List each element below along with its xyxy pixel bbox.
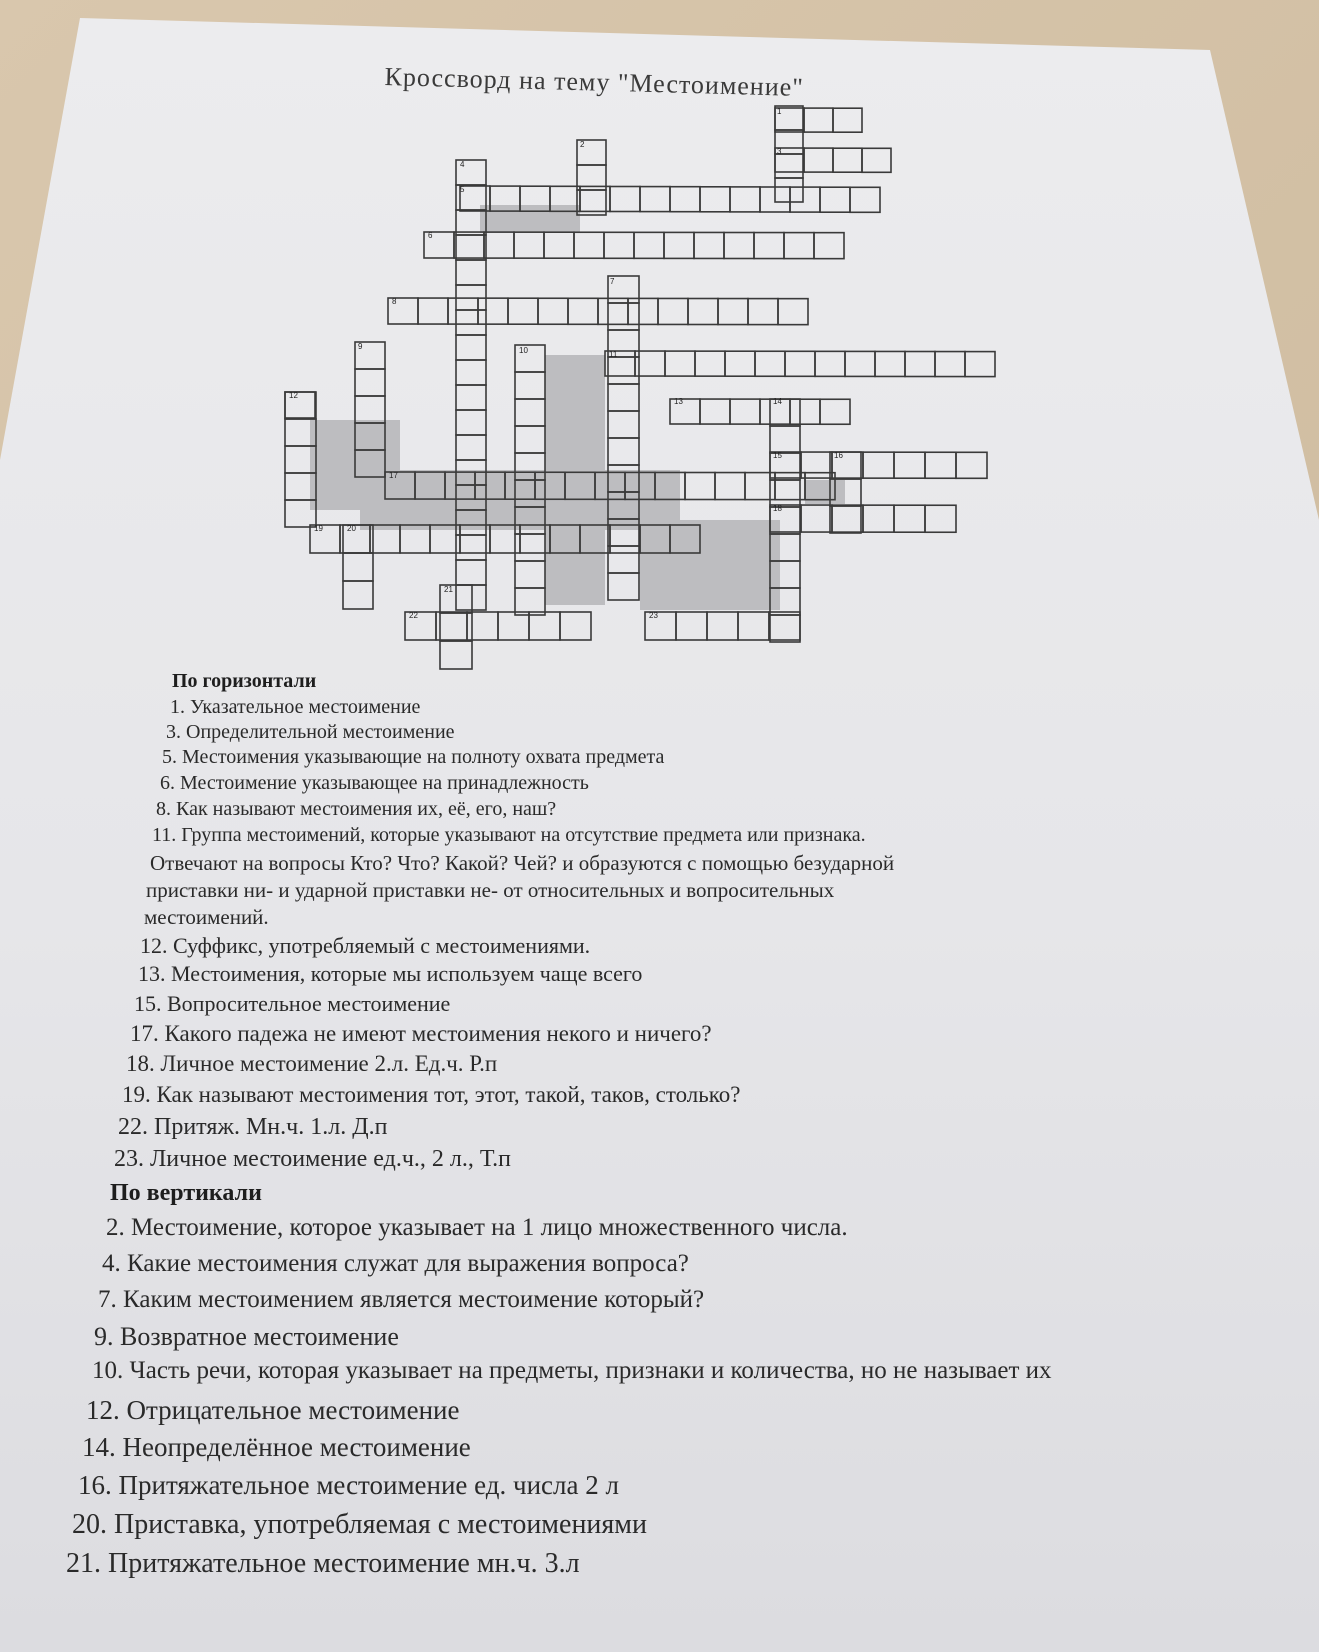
grid-cell <box>832 505 863 532</box>
grid-cell <box>770 615 800 642</box>
grid-cell <box>694 232 724 258</box>
grid-cell <box>715 473 745 500</box>
grid-cell <box>456 435 486 460</box>
clue-number-label: 14 <box>773 397 782 406</box>
horizontal-clue-8: 8. Как называют местоимения их, её, его, наш? <box>156 798 557 820</box>
clue-number-label: 6 <box>428 231 433 240</box>
grid-cell <box>676 612 707 640</box>
shaded-block <box>545 355 605 605</box>
grid-cell <box>775 178 803 202</box>
grid-cell <box>845 351 875 376</box>
grid-cell <box>725 351 755 376</box>
grid-cell <box>784 233 814 259</box>
grid-cell <box>665 351 695 376</box>
grid-cell <box>685 473 715 500</box>
grid-cell <box>608 411 639 438</box>
grid-cell <box>634 232 664 258</box>
clue-number-label: 3 <box>777 147 782 156</box>
horizontal-clue-13: 13. Местоимения, которые мы используем чаще всего <box>138 961 643 986</box>
grid-cell <box>544 232 574 258</box>
horizontal-clue-23: 23. Личное местоимение ед.ч., 2 л., Т.п <box>114 1146 511 1172</box>
grid-cell <box>574 232 604 258</box>
horizontal-clue-15: 15. Вопросительное местоимение <box>134 991 451 1016</box>
grid-cell <box>608 546 639 573</box>
grid-cell <box>515 561 545 588</box>
grid-cell <box>769 612 800 640</box>
horizontal-clue-1: 1. Указательное местоимение <box>170 696 421 718</box>
grid-cell <box>456 260 486 285</box>
grid-cell <box>456 235 486 260</box>
grid-cell <box>568 298 598 324</box>
grid-cell <box>820 187 850 212</box>
clue-number-label: 23 <box>649 611 658 620</box>
grid-cell <box>700 399 730 424</box>
grid-cell <box>833 108 862 132</box>
grid-cell <box>814 233 844 259</box>
clue-number-label: 15 <box>773 451 782 460</box>
horizontal-clue-11-line2: Отвечают на вопросы Кто? Что? Какой? Чей? и образуются с помощью безударной <box>150 851 895 875</box>
grid-cell <box>790 187 820 212</box>
clue-number-label: 16 <box>834 451 843 460</box>
grid-cell <box>448 298 478 324</box>
grid-cell <box>707 612 738 640</box>
horizontal-clue-11: 11. Группа местоимений, которые указывают на отсутствие предмета или признака. <box>152 824 866 846</box>
clue-number-label: 11 <box>609 350 618 359</box>
vertical-clue-20: 20. Приставка, употребляемая с местоимениями <box>72 1509 647 1540</box>
grid-cell <box>730 399 760 424</box>
clue-number-label: 22 <box>409 611 418 620</box>
grid-cell <box>560 612 591 640</box>
shaded-block <box>640 520 780 610</box>
grid-cell <box>790 399 820 424</box>
grid-cell <box>833 148 862 172</box>
grid-cell <box>820 399 850 424</box>
vertical-clue-10: 10. Часть речи, которая указывает на предметы, признаки и количества, но не называет их <box>92 1357 1052 1384</box>
grid-cell <box>514 232 544 258</box>
grid-cell <box>965 352 995 377</box>
grid-cell <box>956 452 987 478</box>
page-title: Кроссворд на тему "Местоимение" <box>384 62 805 102</box>
clue-number-label: 2 <box>580 140 585 149</box>
clue-number-label: 18 <box>773 504 782 513</box>
grid-cell <box>343 553 373 581</box>
grid-cell <box>804 148 833 172</box>
grid-cell <box>608 384 639 411</box>
clue-number-label: 10 <box>519 346 528 355</box>
clue-number-label: 1 <box>777 107 782 116</box>
vertical-clue-7: 7. Каким местоимением является местоимение который? <box>98 1286 705 1313</box>
vertical-clue-12: 12. Отрицательное местоимение <box>86 1395 460 1425</box>
grid-cell <box>454 232 484 258</box>
grid-cell <box>778 299 808 325</box>
grid-cell <box>738 612 769 640</box>
grid-cell <box>718 299 748 325</box>
horizontal-clue-18: 18. Личное местоимение 2.л. Ед.ч. Р.п <box>126 1051 498 1076</box>
vertical-clue-4: 4. Какие местоимения служат для выражения вопроса? <box>102 1250 689 1277</box>
grid-cell <box>863 452 894 478</box>
crossword-grid <box>0 0 1319 700</box>
clue-number-label: 12 <box>289 391 298 400</box>
grid-cell <box>905 352 935 377</box>
grid-cell <box>815 351 845 376</box>
vertical-clue-9: 9. Возвратное местоимение <box>94 1322 399 1351</box>
vertical-clue-21: 21. Притяжательное местоимение мн.ч. 3.л <box>66 1548 580 1579</box>
grid-cell <box>664 232 694 258</box>
horizontal-clue-19: 19. Как называют местоимения тот, этот, такой, таков, столько? <box>122 1082 741 1107</box>
grid-cell <box>456 585 486 610</box>
grid-cell <box>456 335 486 360</box>
grid-cell <box>775 154 803 178</box>
grid-cell <box>418 298 448 324</box>
grid-cell <box>456 360 486 385</box>
grid-cell <box>801 505 832 532</box>
clue-number-label: 21 <box>444 585 453 594</box>
grid-cell <box>529 612 560 640</box>
shaded-regions <box>310 205 845 610</box>
clue-number-label: 8 <box>392 297 397 306</box>
grid-cell <box>355 396 385 423</box>
grid-cell <box>925 505 956 532</box>
grid-cell <box>610 187 640 212</box>
horizontal-clue-17: 17. Какого падежа не имеют местоимения некого и ничего? <box>130 1021 712 1046</box>
grid-cell <box>484 232 514 258</box>
horizontal-clue-11-line3: приставки ни- и ударной приставки не- от относительных и вопросительных <box>146 878 835 902</box>
grid-cell <box>830 506 861 533</box>
grid-cell <box>700 187 730 212</box>
horizontal-clue-11-line4: местоимений. <box>144 905 269 929</box>
grid-cell <box>456 560 486 585</box>
grid-cell <box>755 351 785 376</box>
clue-number-label: 9 <box>358 342 363 351</box>
grid-cell <box>850 187 880 212</box>
vertical-heading: По вертикали <box>110 1180 262 1206</box>
grid-cell <box>456 385 486 410</box>
grid-cell <box>604 232 634 258</box>
grid-cell <box>608 303 639 330</box>
horizontal-heading: По горизонтали <box>172 670 317 692</box>
grid-cell <box>688 299 718 325</box>
clue-number-label: 5 <box>460 185 465 194</box>
grid-cell <box>608 438 639 465</box>
grid-cell <box>754 233 784 259</box>
grid-cell <box>456 310 486 335</box>
grid-cell <box>748 299 778 325</box>
horizontal-clue-3: 3. Определительной местоимение <box>166 721 455 743</box>
grid-cell <box>894 505 925 532</box>
horizontal-clue-22: 22. Притяж. Мн.ч. 1.л. Д.п <box>118 1114 388 1140</box>
vertical-clue-14: 14. Неопределённое местоимение <box>82 1432 471 1462</box>
grid-cell <box>862 148 891 172</box>
clue-number-label: 17 <box>389 471 398 480</box>
grid-cell <box>875 351 905 376</box>
horizontal-clue-5: 5. Местоимения указывающие на полноту охвата предмета <box>162 746 665 768</box>
grid-cell <box>515 426 545 453</box>
grid-cell <box>894 452 925 478</box>
clue-number-label: 19 <box>314 524 323 533</box>
grid-cell <box>863 505 894 532</box>
grid-cell <box>608 573 639 600</box>
clue-number-label: 7 <box>610 277 615 286</box>
grid-cell <box>935 352 965 377</box>
grid-cell <box>508 298 538 324</box>
grid-cell <box>355 369 385 396</box>
grid-cell <box>724 233 754 259</box>
grid-cell <box>770 426 800 453</box>
grid-cell <box>440 641 472 669</box>
grid-cell <box>804 108 833 132</box>
grid-cell <box>515 372 545 399</box>
grid-cell <box>515 588 545 615</box>
grid-cell <box>640 187 670 212</box>
grid-cell <box>925 452 956 478</box>
grid-cell <box>658 298 688 324</box>
grid-cell <box>695 351 725 376</box>
clue-number-label: 20 <box>347 524 356 533</box>
grid-cell <box>498 612 529 640</box>
grid-cell <box>515 399 545 426</box>
grid-cell <box>730 187 760 212</box>
clue-number-label: 13 <box>674 397 683 406</box>
vertical-clue-2: 2. Местоимение, которое указывает на 1 лицо множественного числа. <box>106 1214 848 1241</box>
horizontal-clue-6: 6. Местоимение указывающее на принадлежность <box>160 772 589 794</box>
clue-number-label: 4 <box>460 160 465 169</box>
shaded-block <box>480 205 580 233</box>
vertical-clue-16: 16. Притяжательное местоимение ед. числа 2 л <box>78 1470 619 1500</box>
grid-cell <box>478 298 508 324</box>
grid-cell <box>538 298 568 324</box>
horizontal-clue-12: 12. Суффикс, употребляемый с местоимениями. <box>140 933 591 958</box>
grid-cell <box>456 410 486 435</box>
grid-cell <box>785 351 815 376</box>
grid-cell <box>343 581 373 609</box>
grid-cell <box>670 187 700 212</box>
